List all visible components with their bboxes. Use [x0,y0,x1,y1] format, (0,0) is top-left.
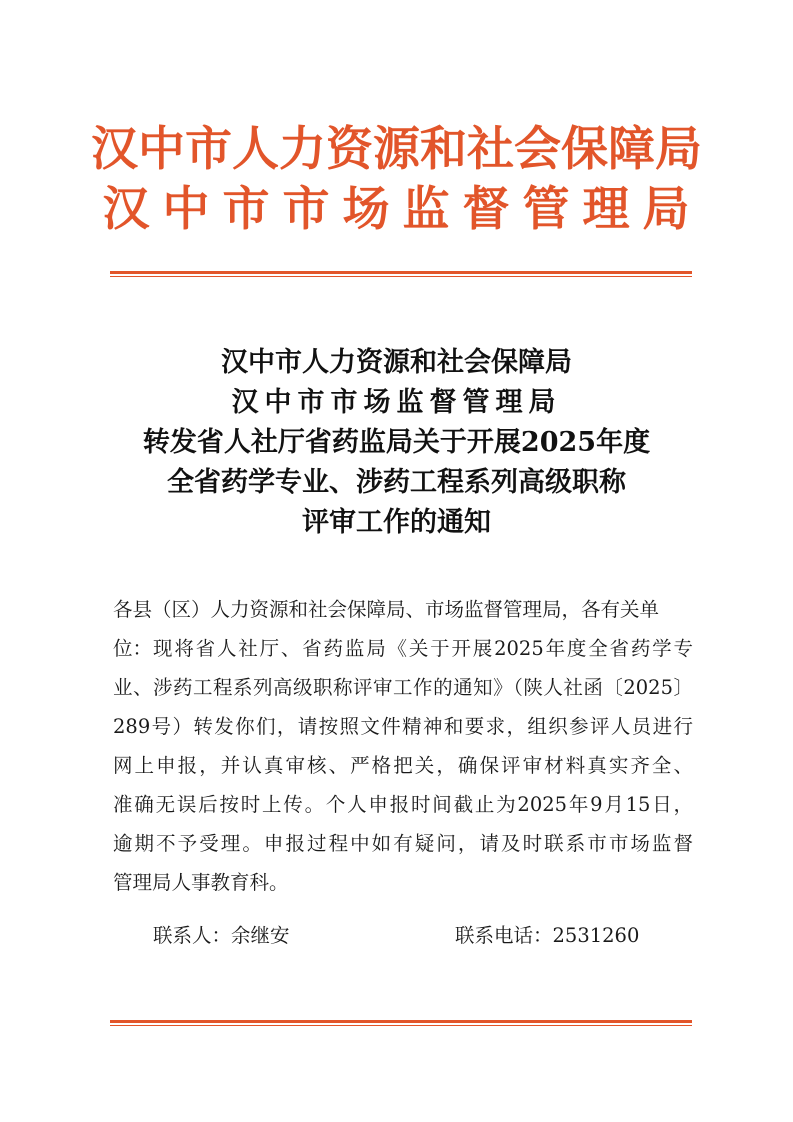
document-title-line-4: 全省药学专业、涉药工程系列高级职称 [167,467,626,498]
contact-phone: 联系电话：2531260 [455,924,640,947]
body-line-5: 准确无误后按时上传。个人申报时间截止为2025年9月15日， [113,793,693,816]
footer-divider-thick [110,1020,692,1023]
document-title-line-2: 汉中市市场监督管理局 [231,387,562,418]
body-line-3: 289号）转发你们，请按照文件精神和要求，组织参评人员进行 [113,715,693,738]
body-line-4: 网上申报，并认真审核、严格把关，确保评审材料真实齐全、 [113,754,693,777]
footer-divider-thin [110,1025,692,1026]
letterhead-divider-thin [110,276,692,277]
letterhead-line-1: 汉中市人力资源和社会保障局 [91,122,702,177]
body-line-6: 逾期不予受理。申报过程中如有疑问，请及时联系市市场监督 [113,832,693,855]
body-line-7: 管理局人事教育科。 [113,871,289,894]
document-title-line-1: 汉中市人力资源和社会保障局 [221,347,572,378]
document-title-line-3: 转发省人社厅省药监局关于开展2025年度 [142,427,651,458]
contact-person: 联系人：余继安 [153,924,290,947]
document-title-line-5: 评审工作的通知 [302,507,491,538]
salutation: 各县（区）人力资源和社会保障局、市场监督管理局，各有关单位： [113,598,660,660]
letterhead-line-2: 汉中市市场监督管理局 [102,182,703,237]
body-paragraph [113,629,693,902]
body-line-1: 现将省人社厅、省药监局《关于开展2025年度全省药学专 [153,637,693,660]
body-line-2: 业、涉药工程系列高级职称评审工作的通知》（陕人社函〔2025〕 [113,676,693,699]
letterhead-divider-thick [110,271,692,274]
